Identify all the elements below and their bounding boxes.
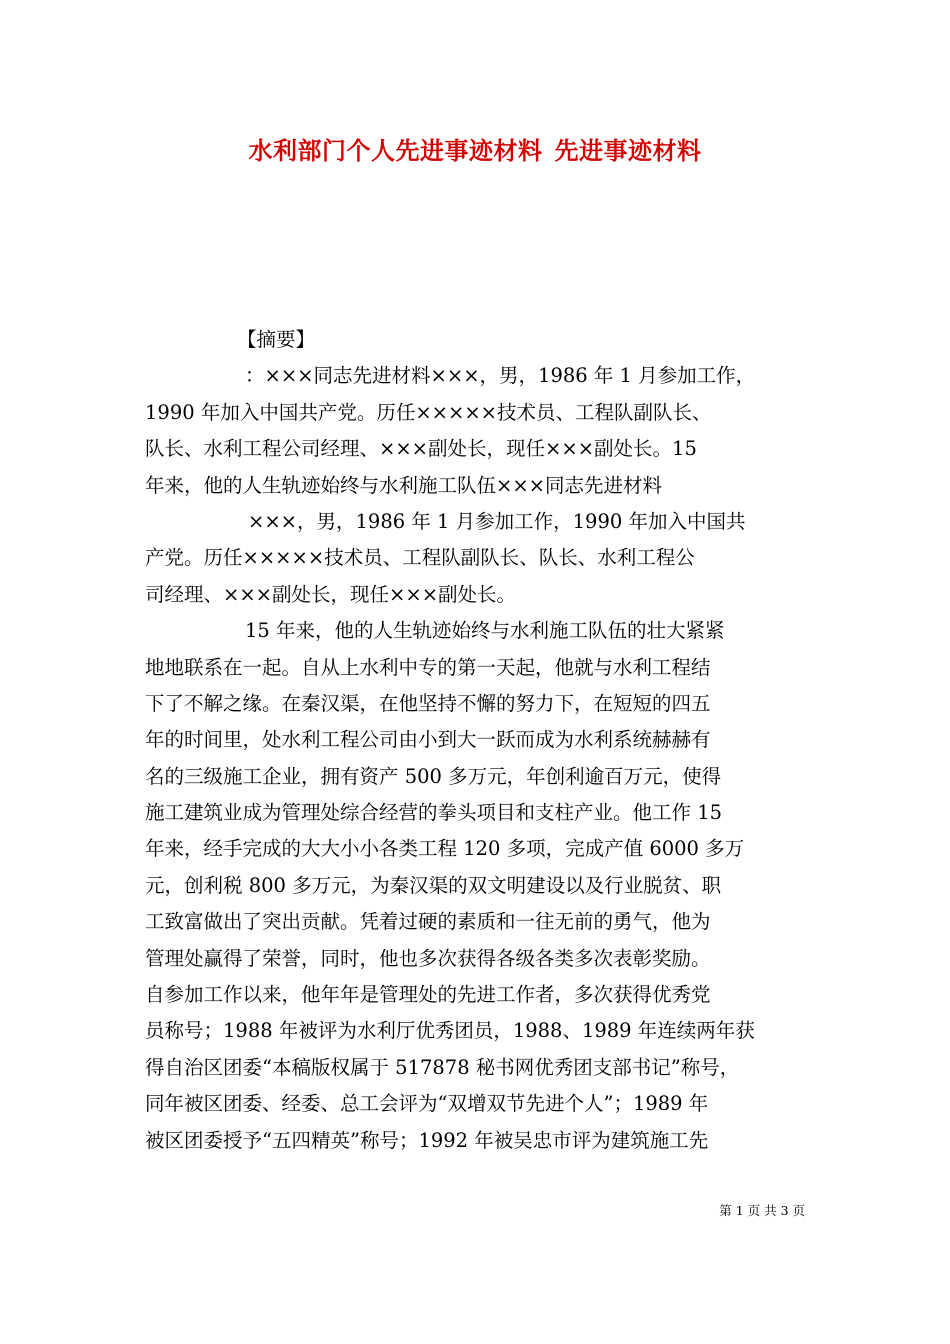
paragraph-line: 司经理、×××副处长，现任×××副处长。 (145, 582, 517, 606)
paragraph-line: 管理处赢得了荣誉，同时，他也多次获得各级各类多次表彰奖励。 (145, 946, 711, 970)
paragraph-line: 工致富做出了突出贡献。凭着过硬的素质和一往无前的勇气，他为 (145, 910, 711, 934)
paragraph-line: ：×××同志先进材料×××，男，1986 年 1 月参加工作， (245, 364, 756, 388)
paragraph-line: 员称号；1988 年被评为水利厅优秀团员，1988、1989 年连续两年获 (145, 1019, 755, 1043)
paragraph-line: 队长、水利工程公司经理、×××副处长，现任×××副处长。15 (145, 437, 697, 461)
paragraph-line: 年来，经手完成的大大小小各类工程 120 多项，完成产值 6000 多万 (145, 837, 745, 861)
paragraph-line: 下了不解之缘。在秦汉渠，在他坚持不懈的努力下，在短短的四五 (145, 691, 711, 715)
paragraph-line: 名的三级施工企业，拥有资产 500 多万元，年创利逾百万元，使得 (145, 764, 722, 788)
paragraph-line: 15 年来，他的人生轨迹始终与水利施工队伍的壮大紧紧 (245, 619, 725, 643)
page-number: 第 1 页 共 3 页 (719, 1203, 805, 1218)
paragraph-line: 元，创利税 800 多万元，为秦汉渠的双文明建设以及行业脱贫、职 (145, 873, 722, 897)
paragraph-line: ×××，男，1986 年 1 月参加工作，1990 年加入中国共 (248, 509, 746, 533)
abstract-label: 【摘要】 (237, 328, 316, 351)
paragraph-line: 产党。历任×××××技术员、工程队副队长、队长、水利工程公 (145, 546, 695, 570)
paragraph-line: 同年被区团委、经委、总工会评为“双增双节先进个人”；1989 年 (145, 1092, 709, 1116)
title-main: 水利部门个人先进事迹材料 (248, 136, 543, 165)
paragraph-line: 1990 年加入中国共产党。历任×××××技术员、工程队副队长、 (145, 400, 712, 424)
paragraph-line: 年来，他的人生轨迹始终与水利施工队伍×××同志先进材料 (145, 473, 663, 497)
paragraph-line: 自参加工作以来，他年年是管理处的先进工作者，多次获得优秀党 (145, 983, 711, 1007)
page-title (0, 134, 950, 168)
title-secondary: 先进事迹材料 (554, 136, 702, 165)
paragraph-line: 年的时间里，处水利工程公司由小到大一跃而成为水利系统赫赫有 (145, 728, 711, 752)
paragraph-line: 施工建筑业成为管理处综合经营的拳头项目和支柱产业。他工作 15 (145, 801, 723, 825)
paragraph-line: 地地联系在一起。自从上水利中专的第一天起，他就与水利工程结 (145, 655, 711, 679)
document-body (145, 322, 810, 1159)
paragraph-line: 被区团委授予“五四精英”称号；1992 年被吴忠市评为建筑施工先 (145, 1128, 709, 1152)
paragraph-line: 得自治区团委“本稿版权属于 517878 秘书网优秀团支部书记”称号， (145, 1055, 740, 1079)
